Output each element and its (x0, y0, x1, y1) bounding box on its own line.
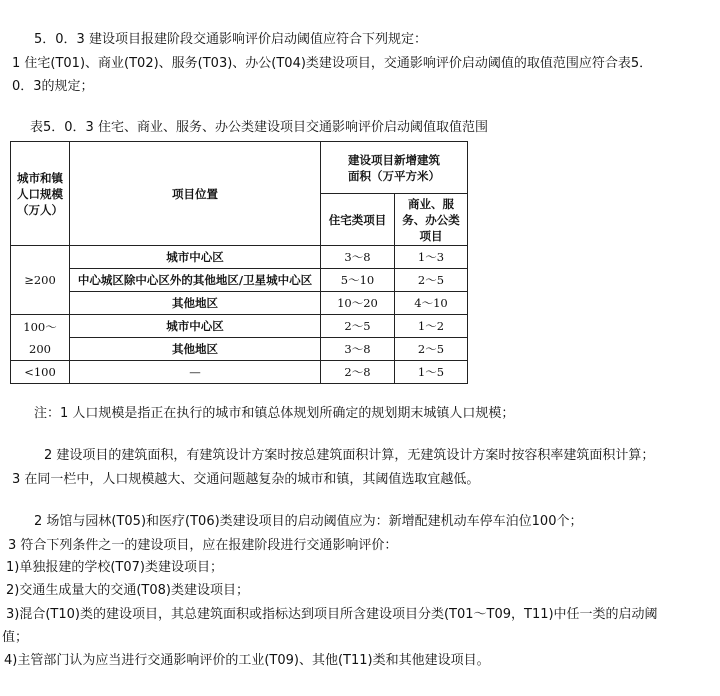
residential-cell: 3～8 (321, 246, 395, 269)
location-cell: 城市中心区 (70, 246, 321, 269)
header-population-scale: 城市和镇人口规模（万人） (11, 142, 70, 246)
table-row (11, 292, 468, 315)
residential-cell: 2～8 (321, 361, 395, 384)
residential-cell: 10～20 (321, 292, 395, 315)
clause-item-2: 2 场馆与园林(T05)和医疗(T06)类建设项目的启动阈值应为：新增配建机动车停车泊位100个； (34, 514, 583, 529)
clause-item-1-cont: 0．3的规定； (12, 79, 94, 94)
note-3: 3 在同一栏中，人口规模越大、交通问题越复杂的城市和镇，其阈值选取宜越低。 (12, 472, 480, 487)
commercial-cell: 1～2 (395, 315, 468, 338)
table-caption: 表5．0．3 住宅、商业、服务、办公类建设项目交通影响评价启动阈值取值范围 (30, 120, 488, 135)
header-commercial: 商业、服务、办公类项目 (395, 194, 468, 246)
table-row (11, 315, 468, 338)
sub-item-3-cont: 值； (2, 630, 29, 645)
clause-heading: 5．0．3 建设项目报建阶段交通影响评价启动阈值应符合下列规定： (34, 32, 427, 47)
scale-cell: <100 (11, 361, 70, 384)
clause-item-3: 3 符合下列条件之一的建设项目，应在报建阶段进行交通影响评价： (8, 538, 398, 553)
table-row (11, 361, 468, 384)
threshold-table (10, 141, 468, 384)
residential-cell: 5～10 (321, 269, 395, 292)
sub-item-1: 1)单独报建的学校(T07)类建设项目； (6, 560, 223, 575)
commercial-cell: 4～10 (395, 292, 468, 315)
scale-cell: 100～200 (11, 315, 70, 361)
header-residential: 住宅类项目 (321, 194, 395, 246)
location-cell: 其他地区 (70, 338, 321, 361)
residential-cell: 3～8 (321, 338, 395, 361)
location-cell: 中心城区除中心区外的其他地区/卫星城中心区 (70, 269, 321, 292)
table-row (11, 269, 468, 292)
commercial-cell: 1～5 (395, 361, 468, 384)
note-1: 注：1 人口规模是指正在执行的城市和镇总体规划所确定的规划期末城镇人口规模； (34, 406, 515, 421)
sub-item-2: 2)交通生成量大的交通(T08)类建设项目； (6, 583, 249, 598)
scale-cell: ≥200 (11, 246, 70, 315)
commercial-cell: 2～5 (395, 338, 468, 361)
table-row (11, 338, 468, 361)
clause-item-1: 1 住宅(T01)、商业(T02)、服务(T03)、办公(T04)类建设项目，交通影响评价启动阈值的取值范围应符合表5． (12, 56, 653, 71)
location-cell: — (70, 361, 321, 384)
location-cell: 城市中心区 (70, 315, 321, 338)
note-2: 2 建设项目的建筑面积，有建筑设计方案时按总建筑面积计算，无建筑设计方案时按容积率建筑面积计算； (44, 448, 655, 463)
commercial-cell: 2～5 (395, 269, 468, 292)
sub-item-4: 4)主管部门认为应当进行交通影响评价的工业(T09)、其他(T11)类和其他建设项目。 (4, 653, 490, 668)
table-row (11, 246, 468, 269)
sub-item-3: 3)混合(T10)类的建设项目，其总建筑面积或指标达到项目所含建设项目分类(T01～T09，T11)中任一类的启动阈 (6, 607, 658, 622)
residential-cell: 2～5 (321, 315, 395, 338)
header-new-floor-area: 建设项目新增建筑面积（万平方米） (321, 142, 468, 194)
header-project-location: 项目位置 (70, 142, 321, 246)
table-header-row (11, 142, 468, 194)
location-cell: 其他地区 (70, 292, 321, 315)
commercial-cell: 1～3 (395, 246, 468, 269)
